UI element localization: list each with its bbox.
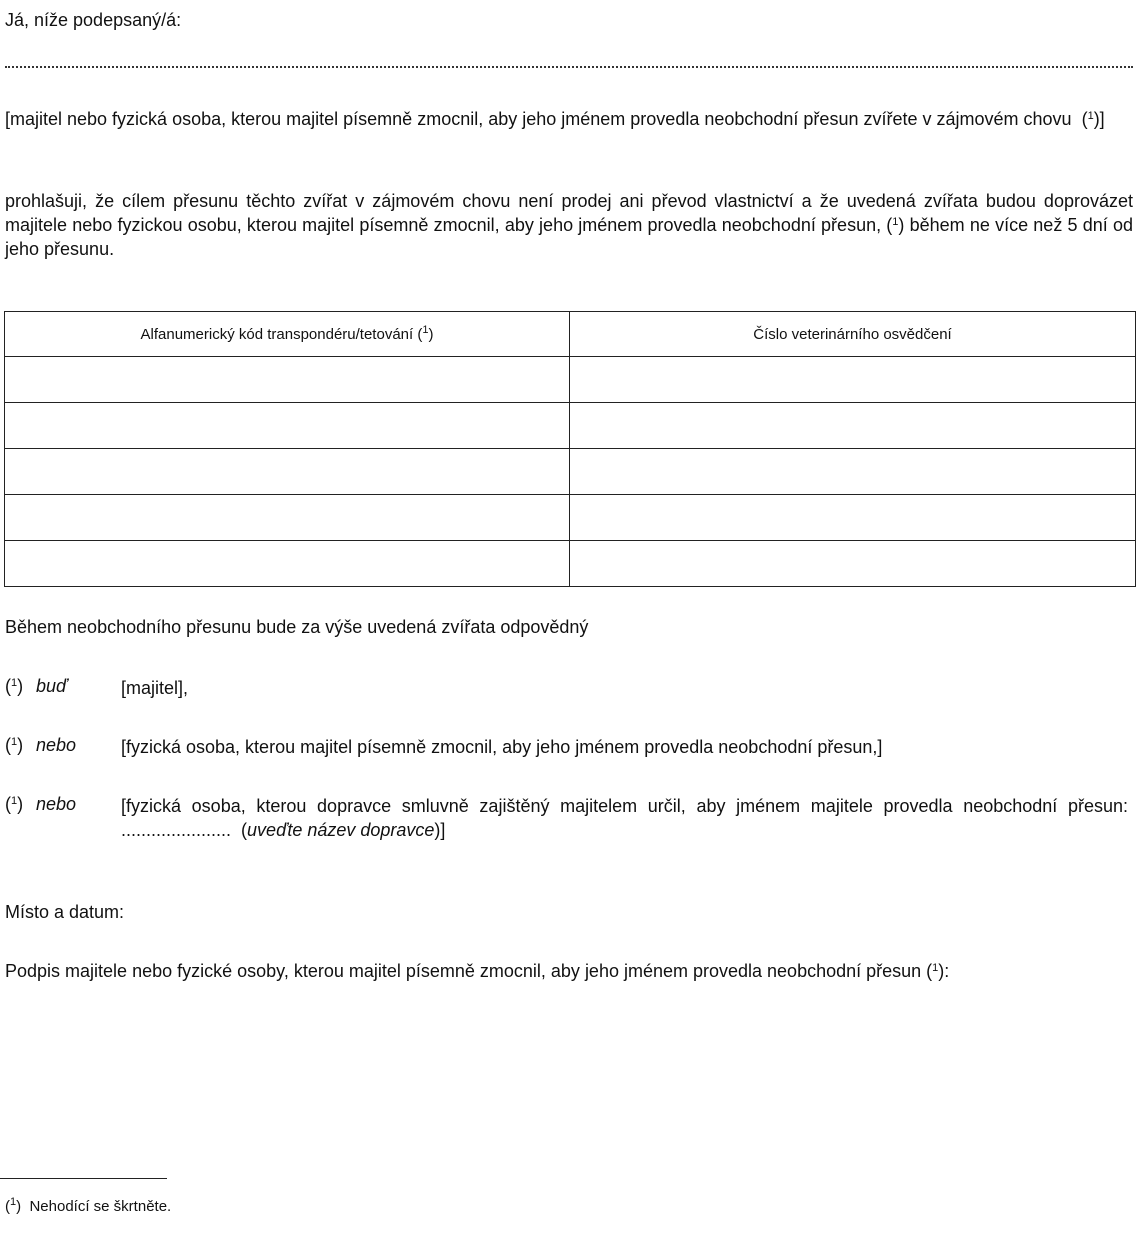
footnote-ref: 1 — [932, 962, 939, 974]
footnote: ($^1$) Nehodící se škrtněte. — [5, 1196, 172, 1215]
header-transponder-code: Alfanumerický kód transpondéru/tetování ($^1$) — [5, 312, 570, 357]
option-marker: ($^1$) — [5, 676, 24, 696]
table-row — [5, 541, 1136, 587]
footnote-separator — [0, 1178, 167, 1179]
header-certificate-number: Číslo veterinárního osvědčení — [570, 312, 1136, 357]
table-cell[interactable] — [570, 541, 1136, 587]
option-marker: ($^1$) — [5, 794, 24, 814]
table-row — [5, 403, 1136, 449]
table-cell[interactable] — [570, 449, 1136, 495]
animal-table — [4, 311, 1136, 587]
table-cell[interactable] — [5, 403, 570, 449]
place-date-label: Místo a datum: — [5, 902, 125, 922]
footnote-ref: 1 — [422, 323, 429, 336]
name-dotted-line — [5, 66, 1133, 68]
footnote-ref: 1 — [1087, 110, 1094, 122]
responsible-heading: Během neobchodního přesunu bude za výše uvedená zvířata odpovědný — [5, 617, 589, 637]
table-row — [5, 449, 1136, 495]
table-cell[interactable] — [5, 357, 570, 403]
table-row — [5, 495, 1136, 541]
table-row — [5, 357, 1136, 403]
option-text-carrier: [fyzická osoba, kterou dopravce smluvně zajištěný majitelem určil, aby jménem majitele provedla neobchodní přesun: ...................... (uveďte název dopravce)] — [121, 796, 1128, 840]
option-keyword: nebo — [36, 794, 77, 814]
carrier-blank: ...................... — [121, 820, 232, 840]
table-cell[interactable] — [5, 495, 570, 541]
signature-label: Podpis majitele nebo fyzické osoby, kterou majitel písemně zmocnil, aby jeho jménem provedla neobchodní přesun ($^1$): — [5, 961, 950, 981]
role-bracket-text: [majitel nebo fyzická osoba, kterou majitel písemně zmocnil, aby jeho jménem provedla neobchodní přesun zvířete v zájmovém chovu ($^1$)] — [5, 109, 1105, 129]
option-keyword: buď — [36, 676, 68, 696]
table-cell[interactable] — [570, 403, 1136, 449]
table-cell[interactable] — [5, 449, 570, 495]
declaration-text: prohlašuji, že cílem přesunu těchto zvířat v zájmovém chovu není prodej ani převod vlastnictví a že uvedená zvířata budou doprovázet majitele nebo fyzickou osobu, kterou majitel písemně zmocnil, aby jeho jménem provedla neobchodní přesun, ($^1$) během ne více než 5 dní od jeho přesunu. — [5, 191, 1133, 259]
option-text-authorized-person: [fyzická osoba, kterou majitel písemně zmocnil, aby jeho jménem provedla neobchodní přesun,] — [121, 737, 883, 757]
footnote-ref: 1 — [892, 216, 899, 228]
table-cell[interactable] — [570, 357, 1136, 403]
footnote-text: Nehodící se škrtněte. — [29, 1198, 172, 1215]
intro-label: Já, níže podepsaný/á: — [5, 10, 182, 30]
option-text-owner: [majitel], — [121, 678, 189, 698]
carrier-hint: uveďte název dopravce — [247, 820, 435, 840]
option-marker: ($^1$) — [5, 735, 24, 755]
option-keyword: nebo — [36, 735, 77, 755]
table-cell[interactable] — [570, 495, 1136, 541]
table-cell[interactable] — [5, 541, 570, 587]
